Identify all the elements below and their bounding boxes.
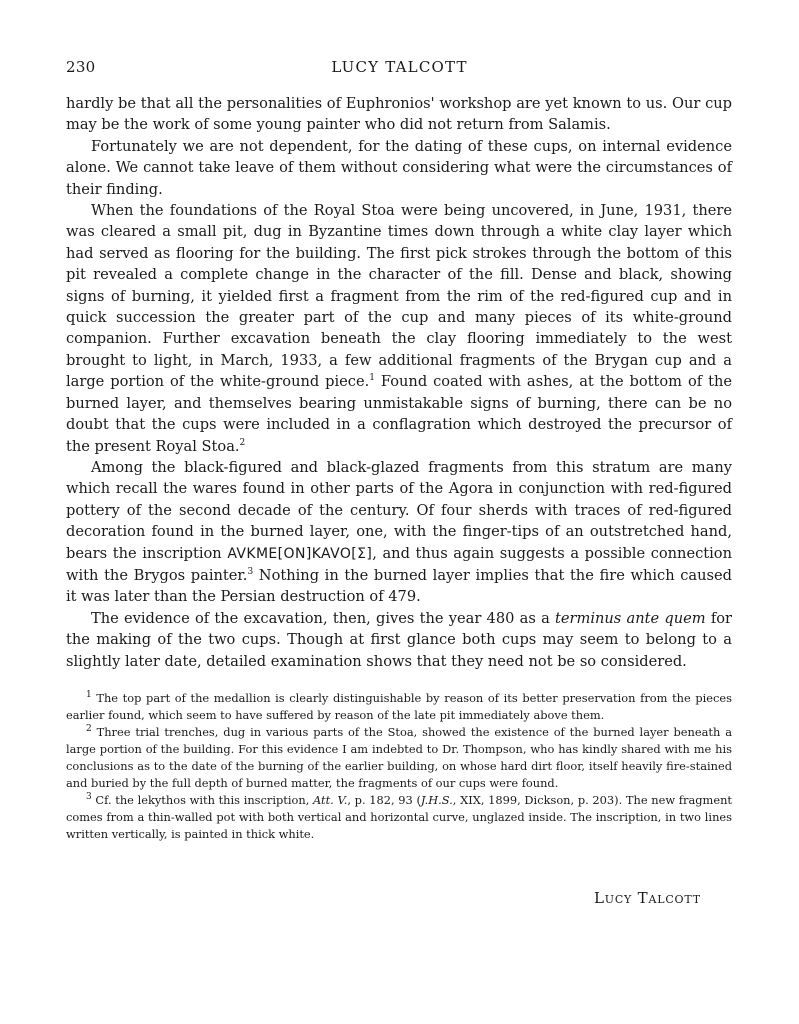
latin-phrase: terminus ante quem [555, 609, 706, 627]
paragraph-3-text-a: When the foundations of the Royal Stoa were being uncovered, in June, 1931, there was cleared a small pit, dug in Byzantine times down through a white clay layer which had served as flooring for the building. The first pick strokes through the bottom of this pit revealed a complete change in the character of the fill. Dense and black, showing signs of burning, it yielded first a fragment from the rim of the red-figured cup and in quick succession the greater part of the cup and many pieces of its white-ground companion. Further excavation beneath the clay flooring immediately to the west brought to light, in March, 1933, a few additional fragments of the Brygan cup and a large portion of the white-ground piece. [66, 202, 732, 391]
footnote-text: , p. 182, 93 ( [347, 793, 421, 807]
paragraph-4-text-b: , and thus again suggests a possible connection with the Brygos painter. [66, 544, 732, 584]
footnote-2 [66, 724, 732, 792]
paragraph-3-text-b: Found coated with ashes, at the bottom of the burned layer, and themselves bearing unmistakable signs of burning, there can be no doubt that the cups were included in a conflagration which destroyed the precursor of the present Royal Stoa. [66, 373, 732, 455]
footnote-ref-1: 1 [369, 373, 375, 384]
paragraph-4-text-a: Among the black-figured and black-glazed fragments from this stratum are many which recall the wares found in other parts of the Agora in conjunction with red-figured pottery of the second decade of the century. Of four sherds with traces of red-figured decoration found in the burned layer, one, with the finger-tips of an outstretched hand, bears the inscription [66, 458, 732, 562]
page-number: 230 [66, 58, 96, 76]
footnote-ref-2: 2 [239, 437, 246, 448]
citation-italic: J.H.S. [420, 793, 453, 807]
citation-italic: Att. V. [313, 793, 348, 807]
footnote-3 [66, 792, 732, 843]
paragraph-4 [66, 457, 732, 608]
footnote-text: , XIX, 1899, Dickson, p. 203). The new fragment comes from a thin-walled pot with both vertical and horizontal curve, unglazed inside. The inscription, in two lines written vertically, is painted in thick white. [66, 793, 732, 841]
footnote-text: Three trial trenches, dug in various parts of the Stoa, showed the existence of the burned layer beneath a large portion of the building. For this evidence I am indebted to Dr. Thompson, who has kindly shared with me his conclusions as to the date of the burning of the earlier building, on whose hard dirt floor, itself heavily fire-stained and buried by the full depth of burned matter, the fragments of our cups were found. [66, 725, 732, 790]
paragraph-5-text-a: The evidence of the excavation, then, gives the year 480 as a [91, 609, 556, 627]
footnote-ref-3: 3 [247, 567, 254, 578]
paragraph-4-text-c: Nothing in the burned layer implies that the fire which caused it was later than the Persian destruction of 479. [66, 566, 732, 606]
footnote-number: 3 [86, 792, 92, 803]
footnote-number: 2 [86, 724, 92, 735]
paragraph-5 [66, 608, 732, 672]
greek-inscription: AVKME[ON]KAVO[Σ] [227, 545, 373, 562]
footnote-text: Cf. the lekythos with this inscription, [91, 793, 313, 807]
paragraph-2: Fortunately we are not dependent, for the dating of these cups, on internal evidence alone. We cannot take leave of them without considering what were the circumstances of their finding. [66, 137, 732, 198]
footnote-number: 1 [86, 690, 92, 701]
running-title: LUCY TALCOTT [331, 58, 468, 76]
author-signature: Lucy Talcott [594, 889, 701, 907]
paragraph-5-text-b: for the making of the two cups. Though at first glance both cups may seem to belong to a slightly later date, detailed examination shows that they need not be so considered. [66, 609, 732, 670]
footnote-1 [66, 690, 732, 724]
paragraph-3 [66, 200, 732, 457]
main-text [66, 93, 732, 672]
footnotes [66, 690, 732, 843]
footnote-text: The top part of the medallion is clearly distinguishable by reason of its better preservation from the pieces earlier found, which seem to have suffered by reason of the late pit immediately above them. [66, 691, 732, 722]
paragraph-1: hardly be that all the personalities of Euphronios' workshop are yet known to us. Our cup may be the work of some young painter who did not return from Salamis. [66, 95, 732, 134]
